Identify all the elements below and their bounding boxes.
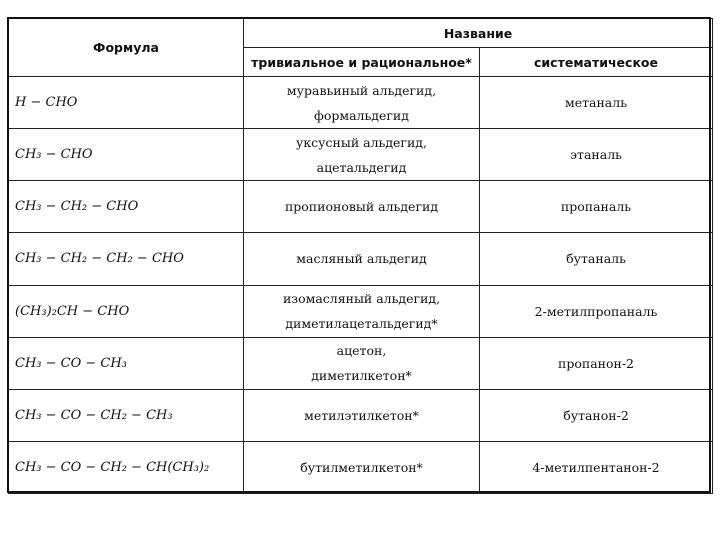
- table-row: [9, 441, 713, 493]
- formula-cell: [9, 285, 244, 337]
- trivial-name-cell-line: метилэтилкетон*: [304, 407, 419, 423]
- table-row: [9, 181, 713, 233]
- formula-cell: [9, 441, 244, 493]
- trivial-name-cell: [244, 77, 480, 129]
- table-row: [9, 77, 713, 129]
- trivial-name-cell-line: изомасляный альдегид,: [282, 291, 441, 307]
- trivial-name-cell-line: ацетон,: [336, 343, 387, 359]
- trivial-name-cell-line: формальдегид: [314, 107, 409, 123]
- systematic-name-cell: [480, 181, 713, 233]
- trivial-name-cell-line: масляный альдегид: [296, 251, 427, 267]
- systematic-name-cell-line: 4-метилпентанон-2: [532, 459, 660, 475]
- formula-cell-line: CH₃ − CO − CH₂ − CH₃: [15, 407, 173, 423]
- systematic-name-cell: [480, 285, 713, 337]
- header-systematic: систематическое: [480, 48, 713, 77]
- table-row: [9, 233, 713, 285]
- trivial-name-cell: [244, 233, 480, 285]
- trivial-name-cell-line: пропионовый альдегид: [284, 199, 439, 215]
- systematic-name-cell-line: этаналь: [570, 147, 622, 163]
- header-formula: Формула: [9, 19, 244, 77]
- systematic-name-cell-line: бутанон-2: [563, 407, 629, 423]
- formula-cell-line: CH₃ − CH₂ − CHO: [15, 199, 139, 215]
- trivial-name-cell: [244, 285, 480, 337]
- systematic-name-cell-line: пропаналь: [560, 199, 632, 215]
- formula-cell-line: CH₃ − CHO: [15, 147, 93, 163]
- systematic-name-cell-line: метаналь: [564, 95, 628, 111]
- table-row: [9, 129, 713, 181]
- systematic-name-cell: [480, 129, 713, 181]
- formula-cell: [9, 77, 244, 129]
- trivial-name-cell-line: уксусный альдегид,: [296, 134, 427, 150]
- trivial-name-cell-line: диметилкетон*: [311, 368, 412, 384]
- systematic-name-cell: [480, 389, 713, 441]
- formula-cell-line: (CH₃)₂CH − CHO: [15, 303, 130, 319]
- table-body: [9, 77, 713, 494]
- trivial-name-cell-line: ацетальдегид: [316, 159, 407, 175]
- trivial-name-cell-line: диметилацетальдегид*: [285, 316, 438, 332]
- formula-cell-line: CH₃ − CH₂ − CH₂ − CHO: [15, 251, 184, 267]
- formula-cell-line: H − CHO: [15, 95, 78, 111]
- trivial-name-cell: [244, 129, 480, 181]
- formula-cell: [9, 233, 244, 285]
- trivial-name-cell-line: муравьиный альдегид,: [286, 82, 437, 98]
- systematic-name-cell-line: 2-метилпропаналь: [534, 303, 658, 319]
- systematic-name-cell: [480, 233, 713, 285]
- nomenclature-table: [8, 18, 713, 494]
- formula-cell: [9, 181, 244, 233]
- trivial-name-cell: [244, 389, 480, 441]
- systematic-name-cell: [480, 441, 713, 493]
- table-row: [9, 337, 713, 389]
- formula-cell: [9, 337, 244, 389]
- systematic-name-cell-line: пропанон-2: [558, 355, 635, 371]
- trivial-name-cell-line: бутилметилкетон*: [300, 459, 423, 475]
- header-name: Название: [244, 19, 713, 48]
- trivial-name-cell: [244, 181, 480, 233]
- systematic-name-cell-line: бутаналь: [566, 251, 626, 267]
- header-trivial: тривиальное и рациональное*: [244, 48, 480, 77]
- table-row: [9, 285, 713, 337]
- formula-cell: [9, 129, 244, 181]
- trivial-name-cell: [244, 441, 480, 493]
- trivial-name-cell: [244, 337, 480, 389]
- systematic-name-cell: [480, 77, 713, 129]
- formula-cell-line: CH₃ − CO − CH₂ − CH(CH₃)₂: [15, 459, 210, 475]
- systematic-name-cell: [480, 337, 713, 389]
- formula-cell: [9, 389, 244, 441]
- table-row: [9, 389, 713, 441]
- formula-cell-line: CH₃ − CO − CH₃: [15, 355, 127, 371]
